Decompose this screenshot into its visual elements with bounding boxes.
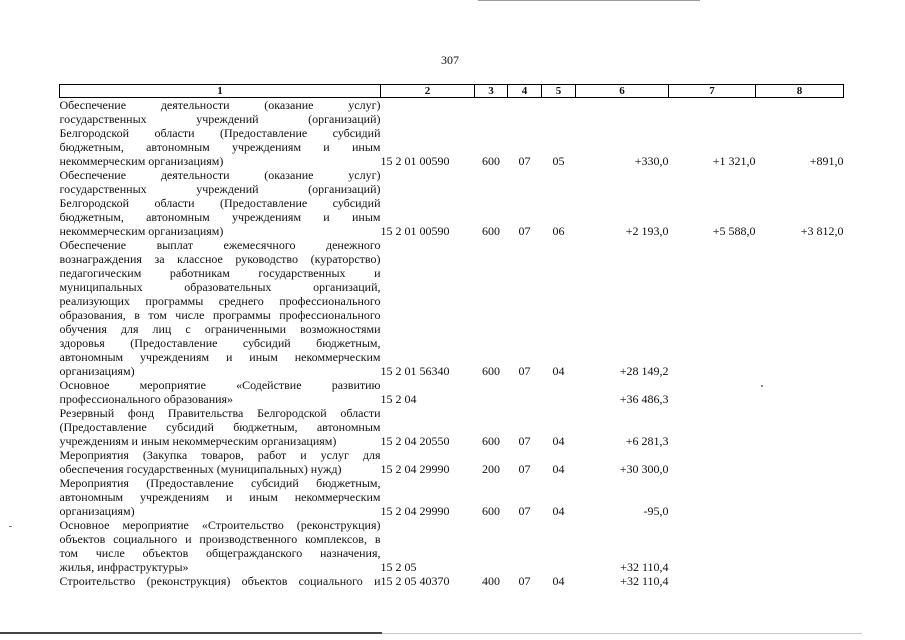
row-subsection: 04 <box>552 434 565 448</box>
row-amount-col7 <box>669 574 756 588</box>
table-row <box>60 574 844 588</box>
row-expense-type: 600 <box>482 224 500 238</box>
table-row <box>60 98 844 169</box>
row-description <box>60 574 381 588</box>
scan-artifact-top-line <box>478 0 700 1</box>
scan-artifact-bottom-line-faint <box>382 633 862 634</box>
table-row <box>60 448 844 476</box>
description-line: государственных учреждений (организаций) <box>59 182 381 196</box>
table-row <box>60 378 844 406</box>
row-amount-col8: +3 812,0 <box>800 224 844 238</box>
row-subsection: 06 <box>552 224 565 238</box>
budget-table <box>59 84 844 588</box>
row-amount-col7: +1 321,0 <box>712 154 756 168</box>
row-description <box>60 168 381 238</box>
description-line: автономным учреждениям и иным некоммерческим <box>59 490 381 504</box>
row-subsection: 04 <box>552 462 565 476</box>
description-line: бюджетным, автономным учреждениям и иным <box>59 210 381 224</box>
row-description <box>60 238 381 378</box>
row-amount-col6: +330,0 <box>634 154 669 168</box>
row-section: 07 <box>518 154 531 168</box>
row-code: 15 2 01 56340 <box>380 364 450 378</box>
table-row <box>60 518 844 574</box>
description-line: Строительство (реконструкция) объектов социального и <box>59 574 381 588</box>
description-line: бюджетным, автономным учреждениям и иным <box>59 140 381 154</box>
description-line: профессионального образования» <box>59 392 234 406</box>
description-line: Белгородской области (Предоставление субсидий <box>59 196 381 210</box>
row-amount-col8 <box>756 476 844 518</box>
column-header-8: 8 <box>756 85 844 98</box>
row-expense-type: 200 <box>482 462 500 476</box>
column-header-1: 1 <box>60 85 381 98</box>
description-line: муниципальных образовательных организаций, <box>59 280 381 294</box>
row-description <box>60 98 381 169</box>
row-amount-col7: +5 588,0 <box>712 224 756 238</box>
column-header-4: 4 <box>508 85 542 98</box>
row-expense-type: 600 <box>482 434 500 448</box>
scan-artifact-left-mark <box>9 526 12 527</box>
table-header-row <box>60 85 844 98</box>
row-amount-col7 <box>669 518 756 574</box>
description-line: объектов социального и производственного комплексов, в <box>59 532 381 546</box>
row-section: 07 <box>518 224 531 238</box>
description-line: обучения для лиц с ограниченными возможностями <box>59 322 381 336</box>
description-line: автономным учреждениям и иным некоммерческим <box>59 350 381 364</box>
row-amount-col6: -95,0 <box>643 504 669 518</box>
row-section: 07 <box>518 504 531 518</box>
description-line: Мероприятия (Предоставление субсидий бюджетным, <box>59 476 381 490</box>
description-line: учреждениям и иным некоммерческим организациям) <box>59 434 337 448</box>
description-line: образования, в том числе программы профессионального <box>59 308 381 322</box>
row-expense-type <box>475 518 508 574</box>
table-row <box>60 406 844 448</box>
row-expense-type: 600 <box>482 504 500 518</box>
row-amount-col8 <box>756 238 844 378</box>
row-amount-col8: +891,0 <box>809 154 844 168</box>
row-amount-col7 <box>669 378 756 406</box>
description-line: жилья, инфраструктуры» <box>59 560 189 574</box>
row-code: 15 2 04 <box>380 392 417 406</box>
row-subsection: 04 <box>552 504 565 518</box>
description-line: обеспечения государственных (муниципальных) нужд) <box>59 462 342 476</box>
row-amount-col8 <box>756 448 844 476</box>
description-line: вознаграждения за классное руководство (кураторство) <box>59 252 381 266</box>
row-amount-col8 <box>756 574 844 588</box>
column-header-2: 2 <box>381 85 475 98</box>
column-header-6: 6 <box>576 85 669 98</box>
row-amount-col7 <box>669 448 756 476</box>
row-section <box>508 378 542 406</box>
row-amount-col6: +2 193,0 <box>625 224 669 238</box>
row-description <box>60 406 381 448</box>
row-amount-col6: +30 300,0 <box>619 462 669 476</box>
row-section <box>508 518 542 574</box>
row-amount-col8 <box>756 378 844 406</box>
row-code: 15 2 01 00590 <box>380 154 450 168</box>
description-line: здоровья (Предоставление субсидий бюджетным, <box>59 336 381 350</box>
row-expense-type: 600 <box>482 364 500 378</box>
row-section: 07 <box>518 434 531 448</box>
row-amount-col7 <box>669 476 756 518</box>
row-section: 07 <box>518 364 531 378</box>
row-expense-type: 600 <box>482 154 500 168</box>
column-header-5: 5 <box>542 85 576 98</box>
row-section: 07 <box>518 574 531 588</box>
table-row <box>60 476 844 518</box>
row-code: 15 2 04 29990 <box>380 462 450 476</box>
row-code: 15 2 01 00590 <box>380 224 450 238</box>
row-code: 15 2 05 <box>380 560 417 574</box>
description-line: Обеспечение деятельности (оказание услуг) <box>59 98 381 112</box>
row-amount-col6: +28 149,2 <box>619 364 669 378</box>
row-expense-type <box>475 378 508 406</box>
row-code: 15 2 05 40370 <box>380 574 450 588</box>
row-amount-col7 <box>669 406 756 448</box>
scan-artifact-bottom-line <box>0 632 382 634</box>
row-subsection: 04 <box>552 574 565 588</box>
page-number: 307 <box>441 53 459 67</box>
description-line: Белгородской области (Предоставление субсидий <box>59 126 381 140</box>
description-line: (Предоставление субсидий бюджетным, автономным <box>59 420 381 434</box>
description-line: организациям) <box>59 364 135 378</box>
description-line: Мероприятия (Закупка товаров, работ и услуг для <box>59 448 381 462</box>
description-line: педагогическим работникам государственных и <box>59 266 381 280</box>
row-description <box>60 448 381 476</box>
row-expense-type: 400 <box>482 574 500 588</box>
column-header-3: 3 <box>475 85 508 98</box>
description-line: Обеспечение выплат ежемесячного денежного <box>59 238 381 252</box>
row-description <box>60 476 381 518</box>
row-amount-col6: +32 110,4 <box>620 560 669 574</box>
description-line: государственных учреждений (организаций) <box>59 112 381 126</box>
row-code: 15 2 04 29990 <box>380 504 450 518</box>
description-line: некоммерческим организациям) <box>59 224 224 238</box>
row-subsection <box>542 518 576 574</box>
table-row <box>60 168 844 238</box>
description-line: Основное мероприятие «Содействие развитию <box>59 378 381 392</box>
row-description <box>60 518 381 574</box>
description-line: реализующих программы среднего профессионального <box>59 294 381 308</box>
row-subsection: 04 <box>552 364 565 378</box>
column-header-7: 7 <box>669 85 756 98</box>
row-section: 07 <box>518 462 531 476</box>
table-row <box>60 238 844 378</box>
row-code: 15 2 04 20550 <box>380 434 450 448</box>
description-line: Основное мероприятие «Строительство (реконструкция) <box>59 518 381 532</box>
description-line: Резервный фонд Правительства Белгородской области <box>59 406 381 420</box>
row-subsection: 05 <box>552 154 565 168</box>
description-line: Обеспечение деятельности (оказание услуг) <box>59 168 381 182</box>
row-description <box>60 378 381 406</box>
row-amount-col8 <box>756 518 844 574</box>
description-line: некоммерческим организациям) <box>59 154 224 168</box>
description-line: том числе объектов общегражданского назначения, <box>59 546 381 560</box>
row-amount-col6: +6 281,3 <box>625 434 669 448</box>
description-line: организациям) <box>59 504 135 518</box>
row-amount-col7 <box>669 238 756 378</box>
row-amount-col6: +32 110,4 <box>620 574 669 588</box>
row-amount-col6: +36 486,3 <box>619 392 669 406</box>
row-amount-col8 <box>756 406 844 448</box>
row-subsection <box>542 378 576 406</box>
